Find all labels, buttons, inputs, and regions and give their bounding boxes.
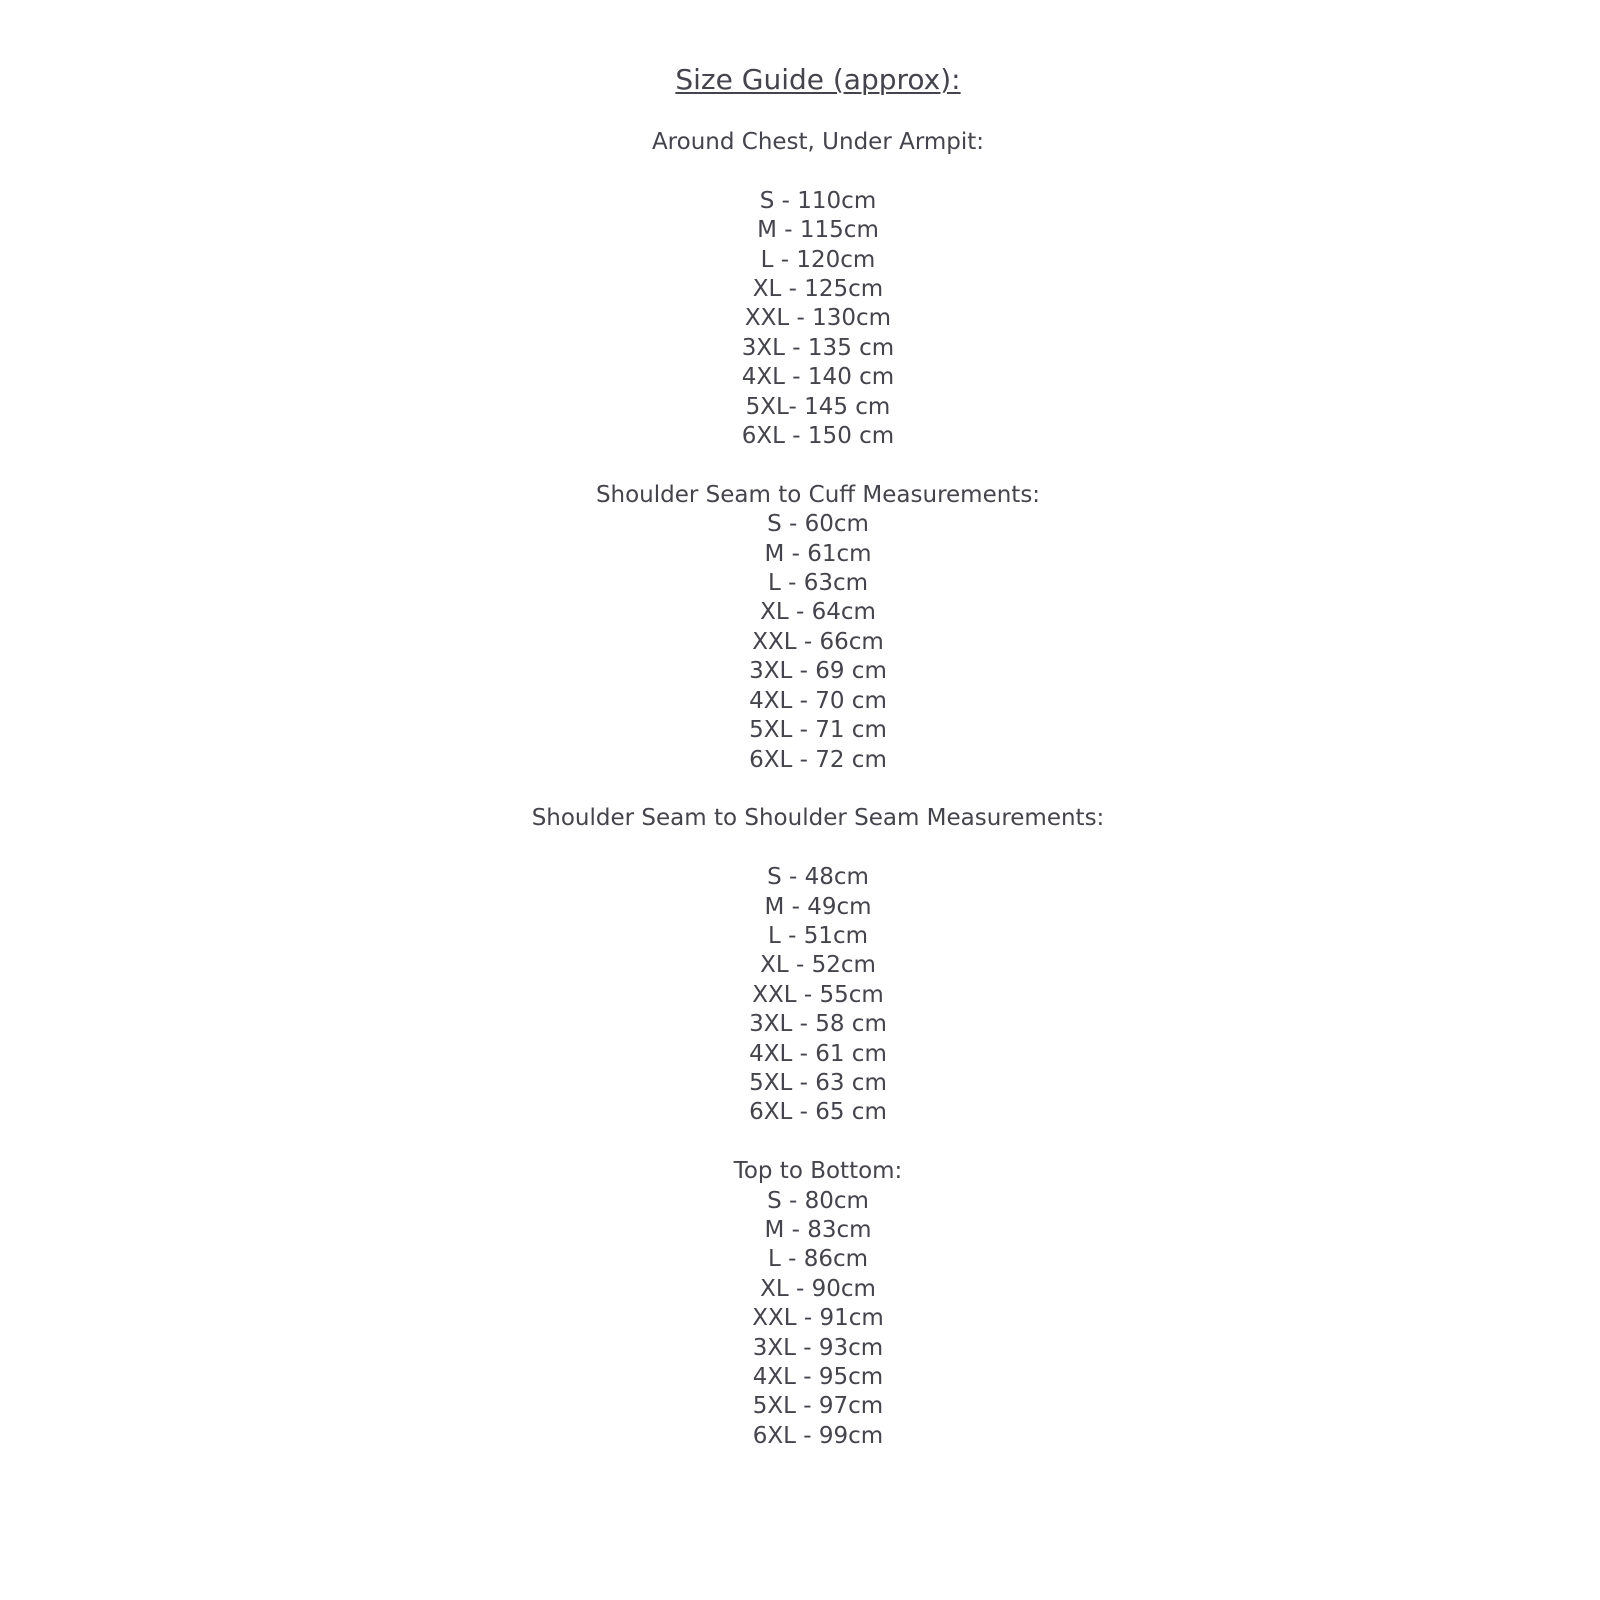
size-line: 3XL - 93cm	[752, 1334, 884, 1361]
section-heading-around-chest: Around Chest, Under Armpit:	[651, 129, 985, 155]
size-line: XL - 125cm	[752, 276, 884, 303]
size-line: L - 51cm	[767, 922, 869, 949]
size-line: 5XL - 71 cm	[749, 717, 887, 744]
size-line: 6XL - 99cm	[752, 1422, 884, 1449]
size-line: 6XL - 72 cm	[749, 746, 887, 773]
size-line: 4XL - 70 cm	[749, 687, 887, 714]
size-line: S - 60cm	[767, 511, 869, 538]
size-line: L - 120cm	[760, 246, 876, 273]
size-line: 6XL - 65 cm	[749, 1099, 887, 1126]
size-line: 6XL - 150 cm	[741, 423, 895, 450]
size-line: XL - 64cm	[760, 599, 876, 626]
size-line: 3XL - 58 cm	[749, 1011, 887, 1038]
size-line: 4XL - 140 cm	[741, 364, 895, 391]
size-line: 5XL - 63 cm	[749, 1069, 887, 1096]
size-line: XL - 90cm	[760, 1275, 876, 1302]
section-heading-shoulder-to-cuff: Shoulder Seam to Cuff Measurements:	[595, 481, 1041, 508]
size-line: XL - 52cm	[760, 952, 876, 979]
size-line: S - 80cm	[767, 1187, 869, 1214]
section-shoulder-to-shoulder	[36, 804, 1600, 1127]
size-line: M - 83cm	[764, 1216, 872, 1243]
section-heading-top-to-bottom: Top to Bottom:	[733, 1158, 903, 1185]
size-line: M - 49cm	[764, 893, 872, 920]
section-around-chest	[36, 128, 1600, 451]
size-line: XXL - 55cm	[752, 981, 884, 1008]
size-line: M - 61cm	[764, 540, 872, 567]
size-line: L - 86cm	[767, 1246, 869, 1273]
size-line: 4XL - 61 cm	[749, 1040, 887, 1067]
size-line: M - 115cm	[757, 217, 879, 244]
size-line: L - 63cm	[767, 570, 869, 597]
size-line: XXL - 66cm	[752, 628, 884, 655]
size-line: 4XL - 95cm	[752, 1363, 884, 1390]
section-top-to-bottom	[36, 1157, 1600, 1451]
size-line: 3XL - 135 cm	[741, 334, 895, 361]
section-shoulder-to-cuff	[36, 481, 1600, 775]
size-line: 5XL- 145 cm	[745, 393, 891, 420]
size-line: XXL - 130cm	[744, 305, 892, 332]
section-heading-shoulder-to-shoulder: Shoulder Seam to Shoulder Seam Measurements:	[531, 805, 1105, 832]
page-title: Size Guide (approx):	[675, 63, 961, 96]
size-line: 3XL - 69 cm	[749, 658, 887, 685]
size-line: S - 48cm	[767, 864, 869, 891]
size-line: S - 110cm	[759, 187, 877, 214]
size-line: 5XL - 97cm	[752, 1393, 884, 1420]
size-line: XXL - 91cm	[752, 1305, 884, 1332]
